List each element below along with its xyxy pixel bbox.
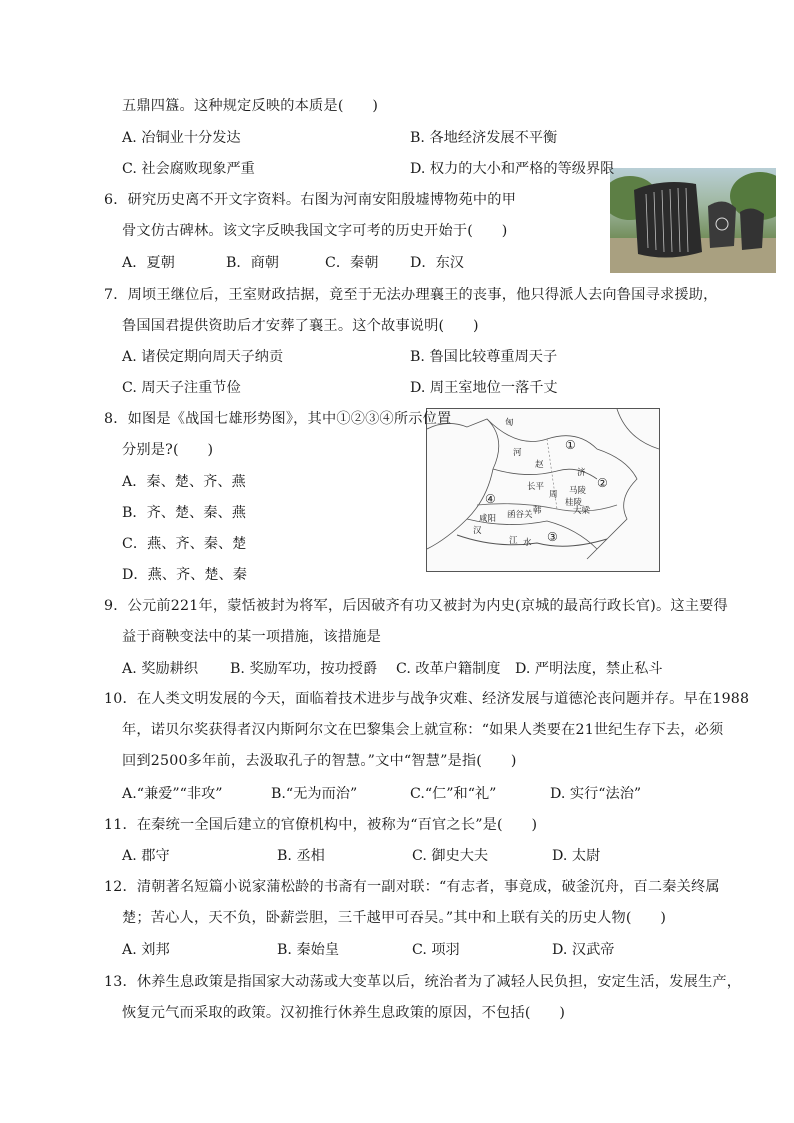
answer-option-o10a: A.“兼爱”“非攻”: [122, 786, 223, 802]
map-label: 桂陵: [565, 498, 583, 508]
question-text-l7a: 7．周顷王继位后，王室财政拮据，竟至于无法办理襄王的丧事，他只得派人去向鲁国寻求援助，: [104, 287, 718, 303]
answer-option-o8b: B．齐、楚、秦、燕: [122, 505, 246, 521]
answer-option-o10d: D. 实行“法治”: [550, 786, 642, 802]
answer-option-o11d: D. 太尉: [552, 848, 601, 864]
map-label: 韩: [533, 506, 542, 516]
map-label: ②: [597, 476, 608, 490]
map-label: 大梁: [573, 506, 591, 516]
answer-option-o11a: A. 郡守: [122, 848, 170, 864]
answer-option-o8d: D．燕、齐、楚、秦: [122, 567, 247, 583]
question-text-l10b: 年，诺贝尔奖获得者汉内斯阿尔文在巴黎集会上就宣称：“如果人类要在21世纪生存下去，必须: [122, 722, 724, 738]
question-text-l6a: 6．研究历史离不开文字资料。右图为河南安阳殷墟博物苑中的甲: [104, 192, 517, 208]
answer-option-o6a: A．夏朝: [122, 255, 175, 271]
answer-option-o12d: D. 汉武帝: [552, 942, 615, 958]
answer-option-o7c: C. 周天子注重节俭: [122, 380, 241, 396]
answer-option-o7a: A. 诸侯定期向周天子纳贡: [122, 349, 284, 365]
answer-option-o12c: C. 项羽: [412, 942, 460, 958]
map-label: ④: [485, 492, 496, 506]
answer-option-o8a: A．秦、楚、齐、燕: [122, 474, 246, 490]
stele-forest-image: [610, 168, 776, 273]
question-text-l8a: 8．如图是《战国七雄形势图》，其中①②③④所示位置: [104, 411, 452, 427]
map-label: 赵: [535, 460, 544, 470]
answer-option-o5b: B. 各地经济发展不平衡: [410, 130, 558, 146]
map-label: 济: [577, 468, 586, 478]
map-label: 函谷关: [507, 510, 533, 520]
warring-states-map-figure: [427, 409, 659, 571]
answer-option-o9d: D. 严明法度，禁止私斗: [515, 661, 663, 677]
map-label: 周: [549, 490, 558, 500]
question-text-l9a: 9．公元前221年，蒙恬被封为将军，后因破齐有功又被封为内史(京城的最高行政长官)。这主要得: [104, 598, 728, 614]
answer-option-o11c: C. 御史大夫: [412, 848, 489, 864]
question-text-l10c: 回到2500多年前，去汲取孔子的智慧。”文中“智慧”是指( ): [122, 753, 517, 769]
question-text-l6b: 骨文仿古碑林。该文字反映我国文字可考的历史开始于( ): [122, 223, 508, 239]
warring-states-map: [426, 408, 660, 572]
map-label: 匈: [505, 418, 514, 428]
question-text-l13b: 恢复元气而采取的政策。汉初推行休养生息政策的原因，不包括( ): [122, 1005, 566, 1021]
map-label: ③: [547, 530, 558, 544]
map-label: 汉: [473, 526, 482, 536]
question-text-l12b: 楚；苦心人，天不负，卧薪尝胆，三千越甲可吞吴。”其中和上联有关的历史人物( ): [122, 910, 667, 926]
answer-option-o12a: A. 刘邦: [122, 942, 170, 958]
map-label: ①: [565, 438, 576, 452]
answer-option-o12b: B. 秦始皇: [277, 942, 340, 958]
answer-option-o5c: C. 社会腐败现象严重: [122, 161, 255, 177]
answer-option-o9b: B. 奖励军功，按功授爵: [230, 661, 378, 677]
map-label: 长平: [527, 482, 545, 492]
answer-option-o9c: C. 改革户籍制度: [396, 661, 501, 677]
question-text-l7b: 鲁国国君提供资助后才安葬了襄王。这个故事说明( ): [122, 318, 479, 334]
question-text-l12a: 12．清朝著名短篇小说家蒲松龄的书斋有一副对联：“有志者，事竟成，破釜沉舟，百二秦关终属: [104, 879, 720, 895]
answer-option-o6b: B．商朝: [226, 255, 279, 271]
map-label: 水: [523, 538, 532, 548]
map-label: 河: [513, 448, 522, 458]
question-text-l13a: 13．休养生息政策是指国家大动荡或大变革以后，统治者为了减轻人民负担，安定生活，发展生产，: [104, 974, 742, 990]
question-text-l8b: 分别是?( ): [122, 442, 214, 458]
question-text-l10a: 10．在人类文明发展的今天，面临着技术进步与战争灾难、经济发展与道德沦丧问题并存。早在1988: [104, 691, 750, 707]
answer-option-o6d: D．东汉: [410, 255, 464, 271]
answer-option-o7d: D. 周王室地位一落千丈: [410, 380, 558, 396]
answer-option-o7b: B. 鲁国比较尊重周天子: [410, 349, 558, 365]
map-label: 马陵: [569, 486, 587, 496]
answer-option-o5d: D. 权力的大小和严格的等级界限: [410, 161, 615, 177]
map-label: 江: [509, 536, 518, 546]
answer-option-o8c: C．燕、齐、秦、楚: [122, 536, 247, 552]
answer-option-o6c: C．秦朝: [325, 255, 379, 271]
map-label: 咸阳: [479, 514, 497, 524]
question-text-l11: 11．在秦统一全国后建立的官僚机构中，被称为“百官之长”是( ): [104, 817, 538, 833]
answer-option-o11b: B. 丞相: [277, 848, 325, 864]
question-text-l9b: 益于商鞅变法中的某一项措施，该措施是: [122, 629, 381, 645]
answer-option-o10b: B.“无为而治”: [271, 786, 358, 802]
oracle-bone-stele-photo: [610, 168, 776, 273]
question-text-l1: 五鼎四簋。这种规定反映的本质是( ): [122, 98, 379, 114]
answer-option-o9a: A. 奖励耕织: [122, 661, 199, 677]
answer-option-o10c: C.“仁”和“礼”: [410, 786, 497, 802]
answer-option-o5a: A. 冶铜业十分发达: [122, 130, 241, 146]
